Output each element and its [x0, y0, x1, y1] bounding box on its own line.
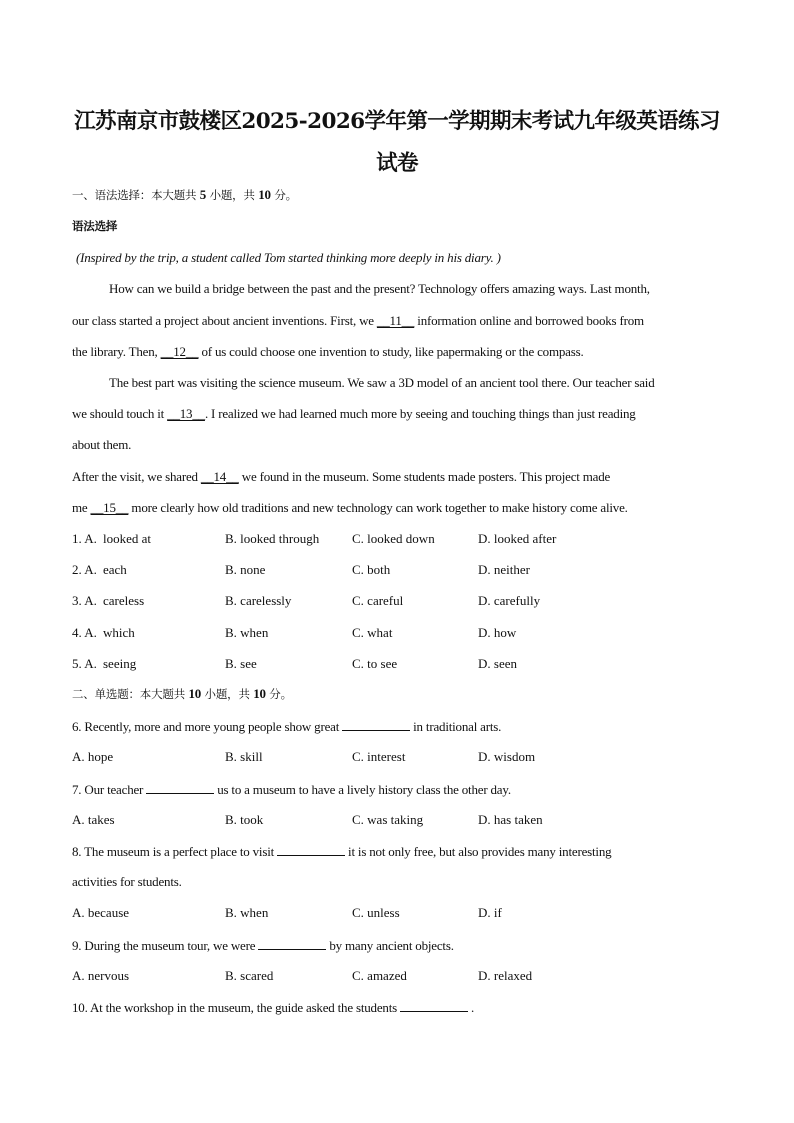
question-9-stem: [72, 937, 454, 954]
passage-line: [72, 406, 636, 422]
option-b[interactable]: B. when: [225, 905, 269, 920]
passage-intro: (Inspired by the trip, a student called Tom started thinking more deeply in his diary. ): [76, 250, 501, 265]
question-number: 3. A.: [72, 593, 97, 608]
option-a[interactable]: A. because: [72, 905, 130, 920]
question-text: 10. At the workshop in the museum, the guide asked the students: [72, 1000, 397, 1015]
question-text: 7. Our teacher: [72, 782, 144, 797]
section1-subtitle: 语法选择: [72, 219, 118, 233]
section1-heading-end: 分。: [274, 188, 297, 202]
passage-line: The best part was visiting the science museum. We saw a 3D model of an ancient tool there. Our teacher said: [109, 375, 655, 390]
option-b[interactable]: B. scared: [225, 968, 274, 983]
passage-text: information online and borrowed books from: [414, 313, 644, 328]
option-a[interactable]: A. takes: [72, 812, 115, 827]
option-a[interactable]: looked at: [103, 531, 152, 546]
passage-text: . I realized we had learned much more by seeing and touching things than just reading: [204, 406, 636, 421]
option-b[interactable]: B. see: [225, 656, 257, 671]
option-a[interactable]: each: [103, 562, 127, 577]
option-b[interactable]: B. carelessly: [225, 593, 292, 608]
option-b[interactable]: B. when: [225, 625, 269, 640]
option-d[interactable]: D. has taken: [478, 812, 543, 827]
passage-line: How can we build a bridge between the past and the present? Technology offers amazing ways. Last month,: [109, 281, 650, 296]
option-a[interactable]: A. nervous: [72, 968, 130, 983]
answer-blank: [146, 781, 214, 794]
blank-15: __15__: [90, 500, 129, 515]
question-text: by many ancient objects.: [329, 938, 454, 953]
question-7-stem: [72, 781, 511, 798]
question-text: 6. Recently, more and more young people show great: [72, 719, 340, 734]
question-8-stem: [72, 843, 611, 860]
question-text: in traditional arts.: [413, 719, 502, 734]
section1-score: 10: [258, 187, 271, 202]
answer-blank: [342, 718, 410, 731]
option-c[interactable]: C. amazed: [352, 968, 407, 983]
question-text: it is not only free, but also provides many interesting: [348, 844, 612, 859]
section2-heading-mid: 小题，共: [204, 687, 250, 701]
answer-blank: [400, 999, 468, 1012]
passage-text: our class started a project about ancient inventions. First, we: [72, 313, 377, 328]
answer-blank: [277, 843, 345, 856]
section1-heading-text: 一、语法选择：本大题共: [72, 188, 197, 202]
passage-text: we found in the museum. Some students made posters. This project made: [238, 469, 611, 484]
option-d[interactable]: D. looked after: [478, 531, 557, 546]
option-d[interactable]: D. carefully: [478, 593, 541, 608]
question-6-stem: [72, 718, 501, 735]
option-c[interactable]: C. looked down: [352, 531, 435, 546]
section2-heading-end: 分。: [269, 687, 292, 701]
blank-13: __13__: [167, 406, 205, 421]
question-number: 4. A.: [72, 625, 97, 640]
option-c[interactable]: C. to see: [352, 656, 398, 671]
passage-line: [72, 500, 628, 516]
exam-title-line1: 江苏南京市鼓楼区2025-2026学年第一学期期末考试九年级英语练习: [74, 109, 720, 134]
option-b[interactable]: B. looked through: [225, 531, 320, 546]
passage-text: me: [72, 500, 91, 515]
option-c[interactable]: C. interest: [352, 749, 406, 764]
passage-text: After the visit, we shared: [72, 469, 201, 484]
section1-question-count: 5: [199, 187, 207, 202]
section1-heading: [72, 187, 297, 203]
option-a[interactable]: which: [103, 625, 135, 640]
question-number: 1. A.: [72, 531, 97, 546]
option-a[interactable]: seeing: [103, 656, 137, 671]
section2-score: 10: [253, 686, 266, 701]
question-text: .: [471, 1000, 475, 1015]
option-b[interactable]: B. took: [225, 812, 264, 827]
answer-blank: [258, 937, 326, 950]
question-text: us to a museum to have a lively history class the other day.: [217, 782, 511, 797]
option-d[interactable]: D. relaxed: [478, 968, 533, 983]
option-c[interactable]: C. was taking: [352, 812, 424, 827]
option-d[interactable]: D. seen: [478, 656, 517, 671]
question-text: 8. The museum is a perfect place to visit: [72, 844, 275, 859]
section2-heading: [72, 686, 292, 702]
blank-11: __11__: [376, 313, 415, 328]
passage-text: more clearly how old traditions and new technology can work together to make history come alive.: [128, 500, 628, 515]
question-number: 5. A.: [72, 656, 97, 671]
passage-text: of us could choose one invention to study, like papermaking or the compass.: [198, 344, 584, 359]
exam-title-line2: 试卷: [376, 151, 418, 176]
question-10-stem: [72, 999, 474, 1016]
section2-heading-text: 二、单选题：本大题共: [72, 687, 185, 701]
option-c[interactable]: C. careful: [352, 593, 404, 608]
option-a[interactable]: careless: [103, 593, 145, 608]
passage-text: the library. Then,: [72, 344, 161, 359]
passage-line: about them.: [72, 437, 132, 452]
option-d[interactable]: D. if: [478, 905, 502, 920]
option-d[interactable]: D. how: [478, 625, 517, 640]
passage-text: we should touch it: [72, 406, 168, 421]
option-b[interactable]: B. none: [225, 562, 266, 577]
blank-12: __12__: [160, 344, 199, 359]
section1-heading-mid: 小题，共: [209, 188, 255, 202]
option-c[interactable]: C. what: [352, 625, 393, 640]
option-d[interactable]: D. wisdom: [478, 749, 536, 764]
blank-14: __14__: [200, 469, 239, 484]
option-b[interactable]: B. skill: [225, 749, 263, 764]
question-number: 2. A.: [72, 562, 97, 577]
passage-line: [72, 469, 610, 485]
option-a[interactable]: A. hope: [72, 749, 114, 764]
option-d[interactable]: D. neither: [478, 562, 530, 577]
passage-line: [72, 313, 644, 329]
section2-question-count: 10: [188, 686, 202, 701]
question-8-stem-cont: activities for students.: [72, 874, 182, 889]
option-c[interactable]: C. unless: [352, 905, 400, 920]
option-c[interactable]: C. both: [352, 562, 391, 577]
question-text: 9. During the museum tour, we were: [72, 938, 256, 953]
passage-line: [72, 344, 584, 360]
